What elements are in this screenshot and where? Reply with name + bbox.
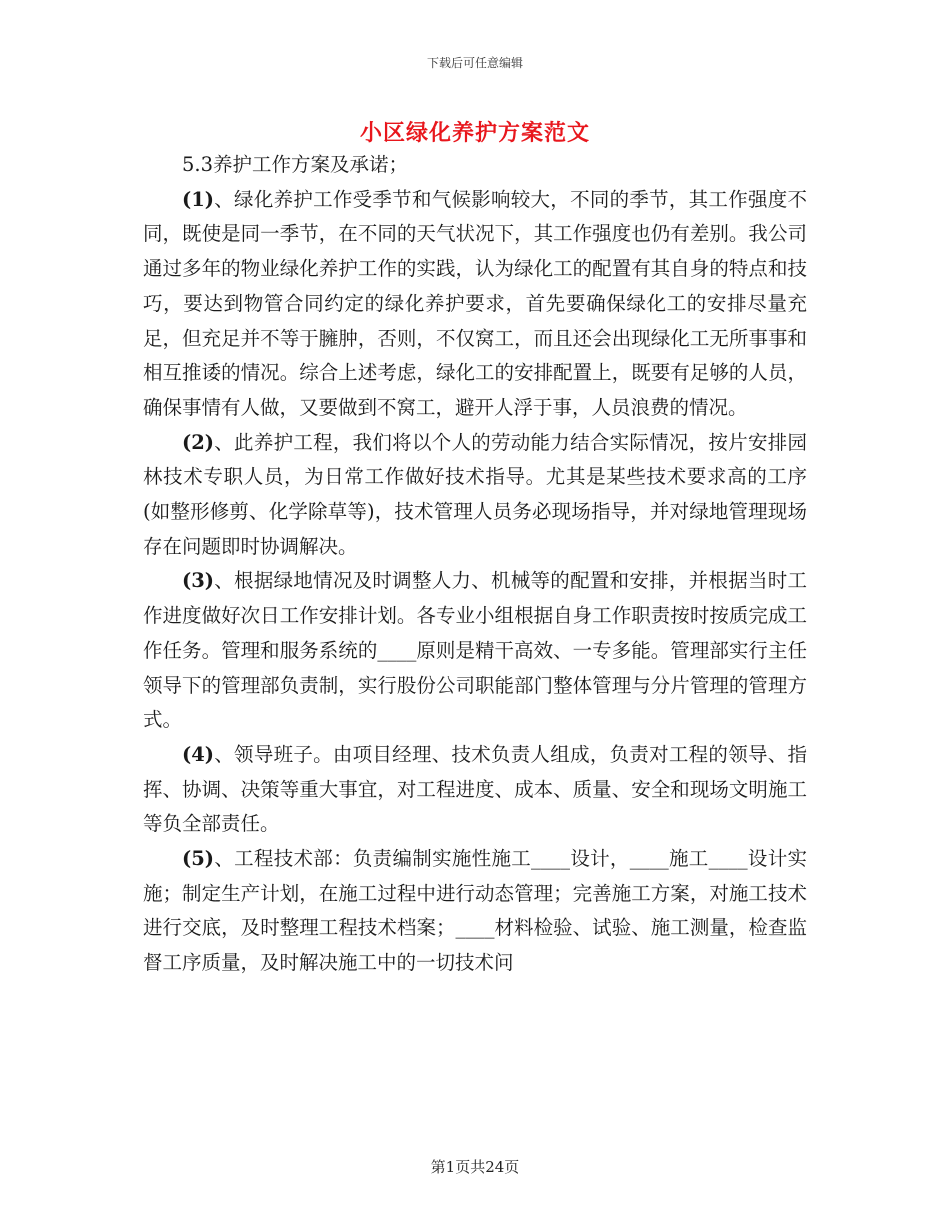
page-header: 下载后可任意编辑	[426, 56, 523, 70]
paragraph-5	[143, 842, 807, 981]
paragraph-5-number: (5)	[182, 847, 215, 871]
paragraph-1-text: 、绿化养护工作受季节和气候影响较大，不同的季节，其工作强度不同，既使是同一季节，在不同的天气状况下，其工作强度也仍有差别。我公司通过多年的物业绿化养护工作的实践，认为绿化工的配置有其自身的特点和技巧，要达到物管合同约定的绿化养护要求，首先要确保绿化工的安排尽量充足，但充足并不等于臃肿，否则，不仅窝工，而且还会出现绿化工无所事事和相互推诿的情况。综合上述考虑，绿化工的安排配置上，既要有足够的人员，确保事情有人做，又要做到不窝工，避开人浮于事，人员浪费的情况。	[143, 187, 807, 419]
paragraph-2-number: (2)	[182, 430, 215, 454]
paragraph-1	[143, 183, 807, 426]
document-body	[143, 148, 807, 981]
paragraph-4-text: 、领导班子。由项目经理、技术负责人组成，负责对工程的领导、指挥、协调、决策等重大事宜，对工程进度、成本、质量、安全和现场文明施工等负全部责任。	[143, 742, 807, 836]
paragraph-3-number: (3)	[182, 569, 215, 593]
paragraph-2	[143, 426, 807, 565]
paragraph-2-text: 、此养护工程，我们将以个人的劳动能力结合实际情况，按片安排园林技术专职人员，为日常工作做好技术指导。尤其是某些技术要求高的工序(如整形修剪、化学除草等)，技术管理人员务必现场指导，并对绿地管理现场存在问题即时协调解决。	[143, 430, 807, 558]
paragraph-3	[143, 564, 807, 738]
paragraph-5-text: 、工程技术部：负责编制实施性施工____设计，____施工____设计实施；制定生产计划，在施工过程中进行动态管理；完善施工方案，对施工技术进行交底，及时整理工程技术档案；____材料检验、试验、施工测量，检查监督工序质量，及时解决施工中的一切技术问	[143, 847, 807, 975]
paragraph-4	[143, 738, 807, 842]
paragraph-1-number: (1)	[182, 187, 215, 211]
paragraph-3-text: 、根据绿地情况及时调整人力、机械等的配置和安排，并根据当时工作进度做好次日工作安排计划。各专业小组根据自身工作职责按时按质完成工作任务。管理和服务系统的____原则是精干高效、一专多能。管理部实行主任领导下的管理部负责制，实行股份公司职能部门整体管理与分片管理的管理方式。	[143, 569, 807, 732]
document-title: 小区绿化养护方案范文	[359, 120, 590, 146]
page-footer: 第1页共24页	[430, 1158, 520, 1176]
paragraph-4-number: (4)	[182, 742, 215, 766]
section-heading: 5.3养护工作方案及承诺；	[182, 153, 409, 176]
